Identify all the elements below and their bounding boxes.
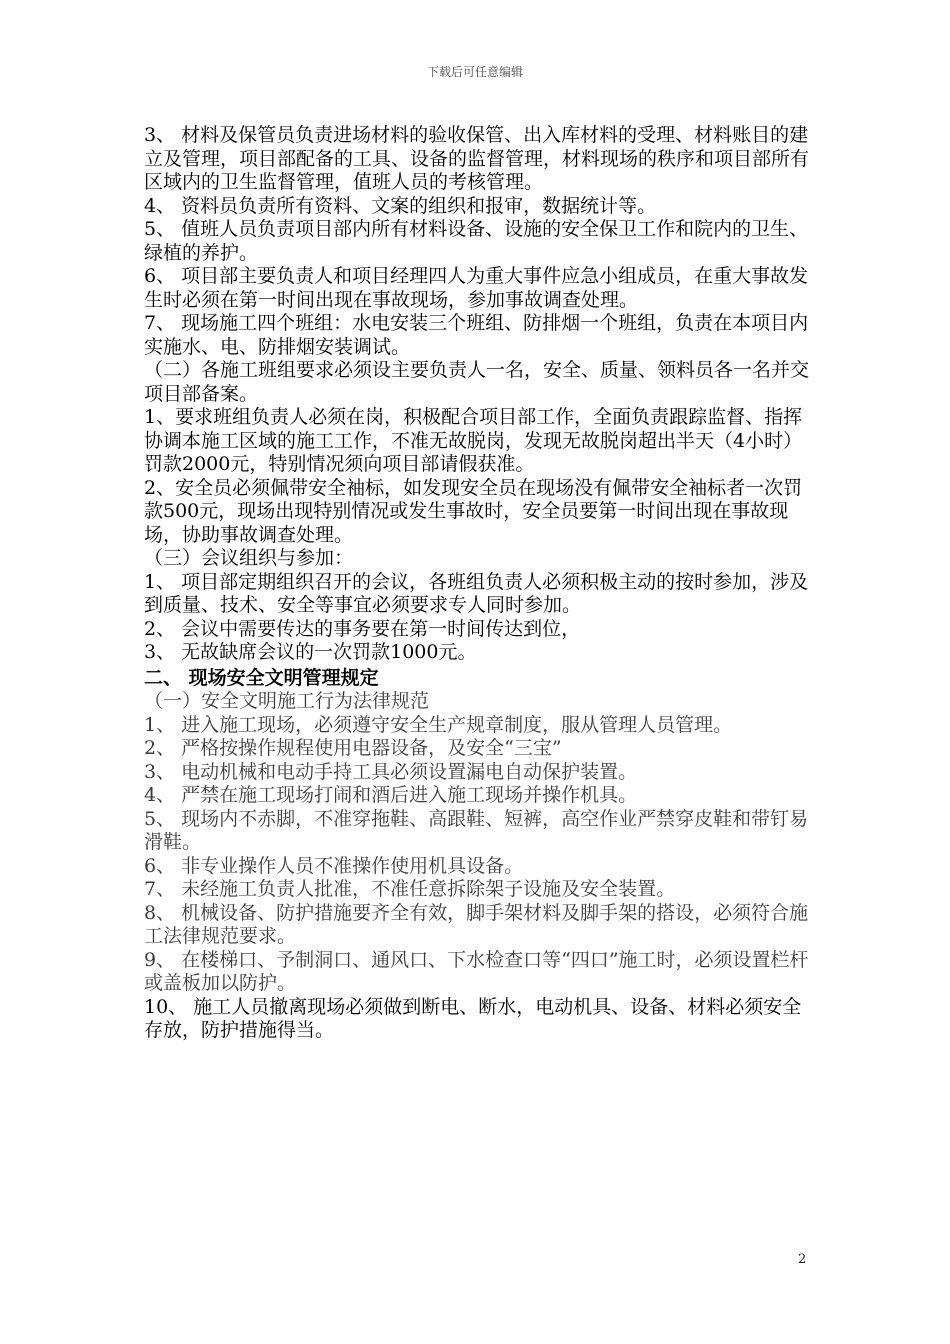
paragraph: 2、 会议中需要传达的事务要在第一时间传达到位， [144, 617, 581, 640]
paragraph: 9、 在楼梯口、予制洞口、通风口、下水检查口等“四口”施工时，必须设置栏杆或盖板加以防护。 [144, 948, 809, 994]
subsection-heading: （一）安全文明施工行为法律规范 [144, 690, 430, 712]
paragraph: 1、 项目部定期组织召开的会议，各班组负责人必须积极主动的按时参加，涉及到质量、技术、安全等事宜必须要求专人同时参加。 [144, 570, 809, 616]
paragraph: 4、 严禁在施工现场打闹和酒后进入施工现场并操作机具。 [144, 784, 638, 806]
paragraph: 3、 无故缺席会议的一次罚款1000元。 [144, 641, 477, 663]
paragraph: 3、 材料及保管员负责进场材料的验收保管、出入库材料的受理、材料账目的建立及管理，项目部配备的工具、设备的监督管理，材料现场的秩序和项目部所有区域内的卫生监督管理，值班人员的考核管理。 [144, 124, 810, 193]
paragraph: 5、 值班人员负责项目部内所有材料设备、设施的安全保卫工作和院内的卫生、绿植的养护。 [144, 218, 809, 264]
paragraph: 2、安全员必须佩带安全袖标，如发现安全员在现场没有佩带安全袖标者一次罚款500元，现场出现特别情况或发生事故时，安全员要第一时间出现在事故现场，协助事故调查处理。 [144, 476, 803, 546]
paragraph: 10、 施工人员撤离现场必须做到断电、断水，电动机具、设备、材料必须安全存放，防护措施得当。 [144, 995, 802, 1041]
document-body [144, 124, 812, 1043]
paragraph: 3、 电动机械和电动手持工具必须设置漏电自动保护装置。 [144, 760, 638, 783]
paragraph: 2、 严格按操作规程使用电器设备，及安全“三宝” [144, 737, 562, 759]
paragraph: 5、 现场内不赤脚，不准穿拖鞋、高跟鞋、短裤，高空作业严禁穿皮鞋和带钉易滑鞋。 [144, 807, 809, 853]
subsection-heading: （三）会议组织与参加： [144, 547, 354, 569]
section-heading: 二、 现场安全文明管理规定 [144, 666, 379, 689]
page-number: 2 [798, 1252, 807, 1267]
subsection-heading: （二）各施工班组要求必须设主要负责人一名，安全、质量、领料员各一名并交项目部备案。 [144, 359, 810, 405]
paragraph: 1、要求班组负责人必须在岗，积极配合项目部工作，全面负责跟踪监督、指挥协调本施工区域的施工工作，不准无故脱岗，发现无故脱岗超出半天（4小时）罚款2000元，特别情况须向项目部请假获准。 [144, 406, 803, 475]
paragraph: 7、 未经施工负责人批准，不准任意拆除架子设施及安全装置。 [144, 878, 676, 900]
page-header: 下载后可任意编辑 [426, 65, 523, 79]
paragraph: 8、 机械设备、防护措施要齐全有效，脚手架材料及脚手架的搭设，必须符合施工法律规范要求。 [144, 901, 809, 947]
paragraph: 6、 项目部主要负责人和项目经理四人为重大事件应急小组成员，在重大事故发生时必须在第一时间出现在事故现场，参加事故调查处理。 [144, 265, 809, 311]
paragraph: 6、 非专业操作人员不准操作使用机具设备。 [144, 854, 524, 877]
paragraph: 7、 现场施工四个班组：水电安装三个班组、防排烟一个班组，负责在本项目内实施水、电、防排烟安装调试。 [144, 312, 809, 358]
paragraph: 1、 进入施工现场，必须遵守安全生产规章制度，服从管理人员管理。 [144, 713, 733, 736]
paragraph: 4、 资料员负责所有资料、文案的组织和报审，数据统计等。 [144, 194, 657, 217]
